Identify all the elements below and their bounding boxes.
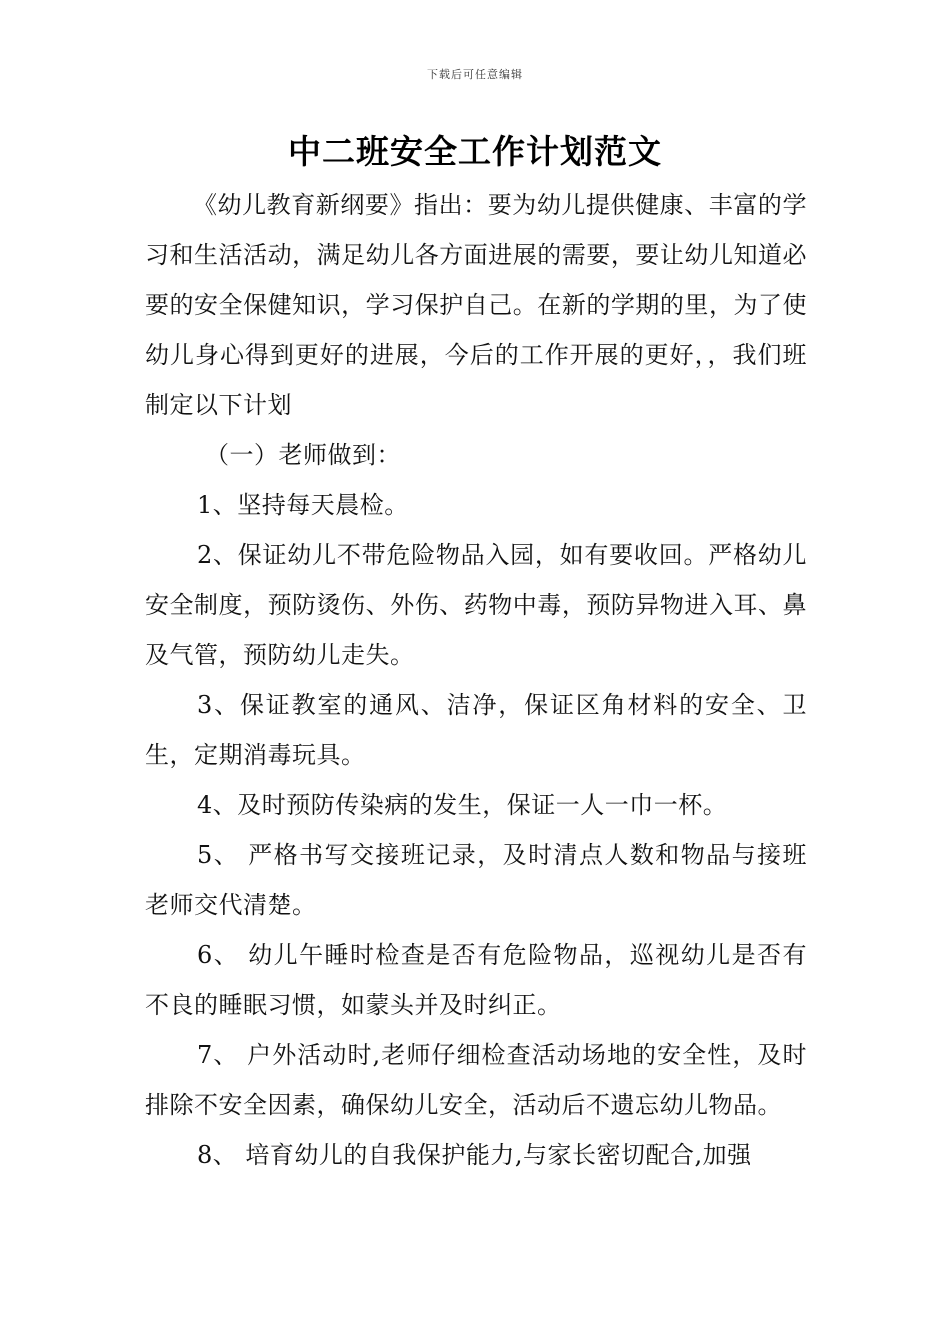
list-item: 8、 培育幼儿的自我保护能力,与家长密切配合,加强 (197, 1141, 752, 1169)
list-item: 1、坚持每天晨检。 (197, 491, 409, 519)
list-item: 7、 户外活动时,老师仔细检查活动场地的安全性，及时排除不安全因素，确保幼儿安全，活动后不遗忘幼儿物品。 (145, 1041, 807, 1119)
list-item: 2、保证幼儿不带危险物品入园，如有要收回。严格幼儿安全制度，预防烫伤、外伤、药物中毒，预防异物进入耳、鼻及气管，预防幼儿走失。 (145, 541, 807, 669)
document-title: 中二班安全工作计划范文 (288, 132, 662, 171)
list-item: 4、及时预防传染病的发生，保证一人一巾一杯。 (197, 791, 728, 819)
document-body (145, 180, 807, 1180)
section-heading: （一）老师做到： (205, 441, 401, 469)
intro-paragraph: 《幼儿教育新纲要》指出：要为幼儿提供健康、丰富的学习和生活活动，满足幼儿各方面进展的需要，要让幼儿知道必要的安全保健知识，学习保护自己。在新的学期的里，为了使幼儿身心得到更好的进展，今后的工作开展的更好，，我们班制定以下计划 (145, 191, 807, 419)
header-note: 下载后可任意编辑 (427, 68, 523, 81)
list-item: 5、 严格书写交接班记录，及时清点人数和物品与接班老师交代清楚。 (145, 841, 807, 919)
list-item: 6、 幼儿午睡时检查是否有危险物品，巡视幼儿是否有不良的睡眠习惯，如蒙头并及时纠正。 (145, 941, 807, 1019)
list-item: 3、保证教室的通风、洁净，保证区角材料的安全、卫生，定期消毒玩具。 (145, 691, 807, 769)
